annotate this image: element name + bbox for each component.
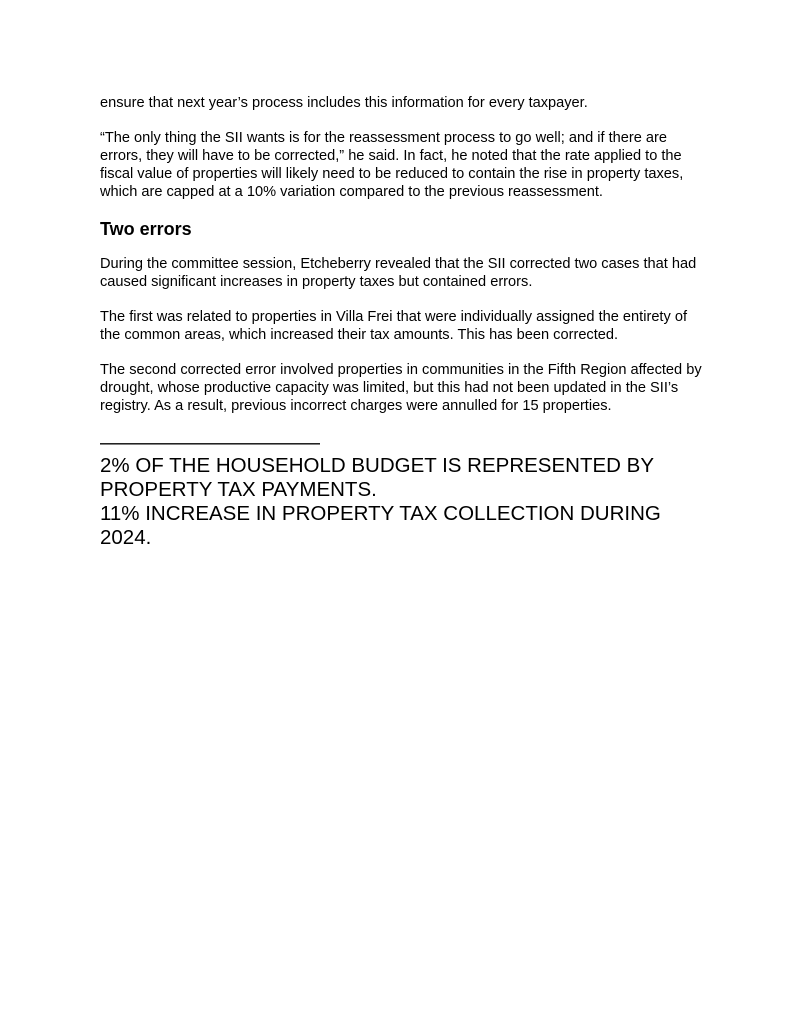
paragraph-first-error: The first was related to properties in Villa Frei that were individually assigned the entirety of the common areas, which increased their tax amounts. This has been corrected. — [100, 309, 688, 343]
paragraph-second-error: The second corrected error involved properties in communities in the Fifth Region affected by drought, whose productive capacity was limited, but this had not been updated in the SII’s registry. As a result, previous incorrect charges were annulled for 15 properties. — [100, 362, 702, 414]
section-heading: Two errors — [100, 219, 192, 239]
paragraph-quote: “The only thing the SII wants is for the reassessment process to go well; and if there are errors, they will have to be corrected,” he said. In fact, he noted that the rate applied to the fiscal value of properties will likely need to be reduced to contain the rise in property taxes, which are capped at a 10% variation compared to the previous reassessment. — [100, 130, 684, 200]
paragraph-committee: During the committee session, Etcheberry revealed that the SII corrected two cases that had caused significant increases in property taxes but contained errors. — [100, 256, 697, 290]
fact-divider: ——————————— — [100, 432, 320, 454]
fact-household-budget: 2% OF THE HOUSEHOLD BUDGET IS REPRESENTED BY PROPERTY TAX PAYMENTS. — [100, 454, 654, 501]
document-page — [100, 94, 702, 550]
fact-tax-collection: 11% INCREASE IN PROPERTY TAX COLLECTION DURING 2024. — [100, 502, 661, 549]
paragraph-continuation: ensure that next year’s process includes this information for every taxpayer. — [100, 95, 588, 111]
